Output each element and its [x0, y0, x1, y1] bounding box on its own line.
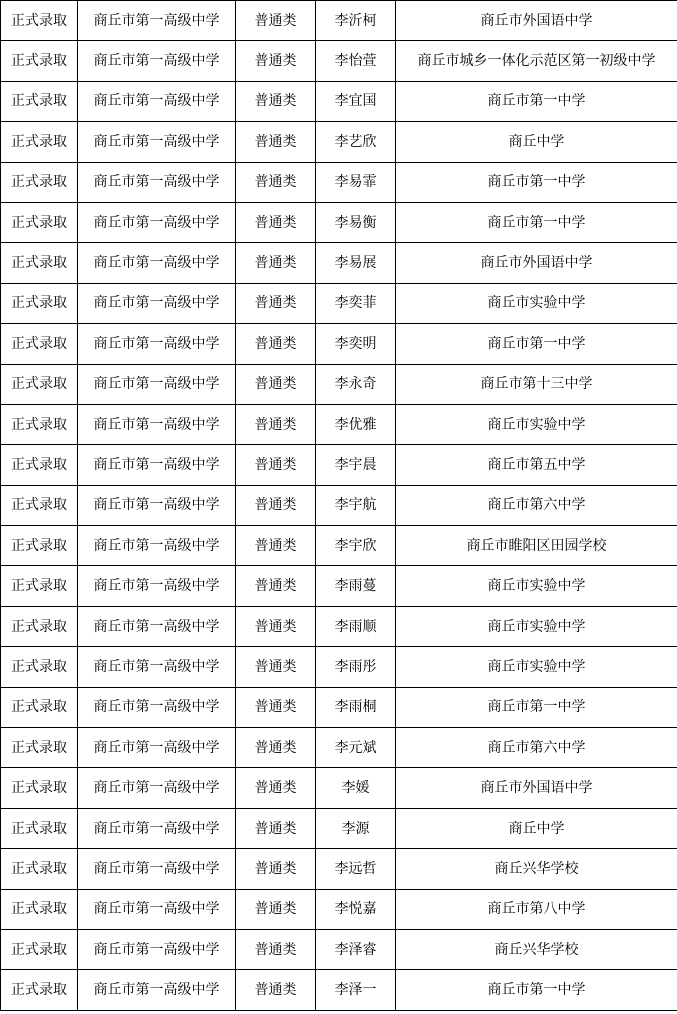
graduated-school-cell: 商丘市第一中学 [396, 202, 677, 242]
category-cell: 普通类 [236, 364, 316, 404]
category-cell: 普通类 [236, 606, 316, 646]
table-row [1, 566, 677, 606]
student-name-cell: 李媛 [316, 768, 396, 808]
student-name-cell: 李沂柯 [316, 1, 396, 41]
status-cell: 正式录取 [1, 81, 78, 121]
graduated-school-cell: 商丘市第一中学 [396, 162, 677, 202]
admitting-school-cell: 商丘市第一高级中学 [78, 283, 236, 323]
student-name-cell: 李源 [316, 808, 396, 848]
graduated-school-cell: 商丘市第一中学 [396, 324, 677, 364]
graduated-school-cell: 商丘市实验中学 [396, 404, 677, 444]
graduated-school-cell: 商丘市第五中学 [396, 445, 677, 485]
table-row [1, 41, 677, 81]
table-row [1, 728, 677, 768]
status-cell: 正式录取 [1, 243, 78, 283]
admitting-school-cell: 商丘市第一高级中学 [78, 970, 236, 1010]
graduated-school-cell: 商丘市实验中学 [396, 647, 677, 687]
student-name-cell: 李远哲 [316, 849, 396, 889]
graduated-school-cell: 商丘市外国语中学 [396, 243, 677, 283]
status-cell: 正式录取 [1, 202, 78, 242]
graduated-school-cell: 商丘中学 [396, 122, 677, 162]
admitting-school-cell: 商丘市第一高级中学 [78, 41, 236, 81]
student-name-cell: 李宇航 [316, 485, 396, 525]
admitting-school-cell: 商丘市第一高级中学 [78, 647, 236, 687]
table-row [1, 606, 677, 646]
student-name-cell: 李雨桐 [316, 687, 396, 727]
category-cell: 普通类 [236, 202, 316, 242]
table-row [1, 445, 677, 485]
category-cell: 普通类 [236, 404, 316, 444]
student-name-cell: 李宇欣 [316, 526, 396, 566]
student-name-cell: 李永奇 [316, 364, 396, 404]
status-cell: 正式录取 [1, 283, 78, 323]
category-cell: 普通类 [236, 41, 316, 81]
graduated-school-cell: 商丘市城乡一体化示范区第一初级中学 [396, 41, 677, 81]
category-cell: 普通类 [236, 122, 316, 162]
graduated-school-cell: 商丘市第六中学 [396, 485, 677, 525]
table-row [1, 647, 677, 687]
category-cell: 普通类 [236, 929, 316, 969]
status-cell: 正式录取 [1, 404, 78, 444]
graduated-school-cell: 商丘市外国语中学 [396, 1, 677, 41]
graduated-school-cell: 商丘市实验中学 [396, 283, 677, 323]
student-name-cell: 李雨顺 [316, 606, 396, 646]
status-cell: 正式录取 [1, 485, 78, 525]
category-cell: 普通类 [236, 485, 316, 525]
status-cell: 正式录取 [1, 526, 78, 566]
category-cell: 普通类 [236, 81, 316, 121]
category-cell: 普通类 [236, 162, 316, 202]
graduated-school-cell: 商丘市第八中学 [396, 889, 677, 929]
graduated-school-cell: 商丘市第六中学 [396, 728, 677, 768]
status-cell: 正式录取 [1, 41, 78, 81]
admitting-school-cell: 商丘市第一高级中学 [78, 404, 236, 444]
student-name-cell: 李优雅 [316, 404, 396, 444]
table-row [1, 970, 677, 1010]
student-name-cell: 李雨蔓 [316, 566, 396, 606]
status-cell: 正式录取 [1, 364, 78, 404]
table-row [1, 485, 677, 525]
graduated-school-cell: 商丘中学 [396, 808, 677, 848]
table-row [1, 162, 677, 202]
category-cell: 普通类 [236, 647, 316, 687]
category-cell: 普通类 [236, 687, 316, 727]
student-name-cell: 李宇晨 [316, 445, 396, 485]
category-cell: 普通类 [236, 445, 316, 485]
table-row [1, 849, 677, 889]
admitting-school-cell: 商丘市第一高级中学 [78, 243, 236, 283]
student-name-cell: 李元斌 [316, 728, 396, 768]
status-cell: 正式录取 [1, 445, 78, 485]
admitting-school-cell: 商丘市第一高级中学 [78, 849, 236, 889]
graduated-school-cell: 商丘兴华学校 [396, 929, 677, 969]
student-name-cell: 李雨彤 [316, 647, 396, 687]
status-cell: 正式录取 [1, 768, 78, 808]
graduated-school-cell: 商丘市外国语中学 [396, 768, 677, 808]
category-cell: 普通类 [236, 1, 316, 41]
status-cell: 正式录取 [1, 849, 78, 889]
table-row [1, 768, 677, 808]
graduated-school-cell: 商丘市睢阳区田园学校 [396, 526, 677, 566]
table-row [1, 202, 677, 242]
status-cell: 正式录取 [1, 122, 78, 162]
student-name-cell: 李悦嘉 [316, 889, 396, 929]
status-cell: 正式录取 [1, 889, 78, 929]
graduated-school-cell: 商丘市第一中学 [396, 970, 677, 1010]
admitting-school-cell: 商丘市第一高级中学 [78, 202, 236, 242]
admitting-school-cell: 商丘市第一高级中学 [78, 687, 236, 727]
table-row [1, 81, 677, 121]
category-cell: 普通类 [236, 768, 316, 808]
student-name-cell: 李易衡 [316, 202, 396, 242]
admitting-school-cell: 商丘市第一高级中学 [78, 889, 236, 929]
status-cell: 正式录取 [1, 324, 78, 364]
admitting-school-cell: 商丘市第一高级中学 [78, 1, 236, 41]
graduated-school-cell: 商丘市第一中学 [396, 687, 677, 727]
status-cell: 正式录取 [1, 606, 78, 646]
table-row [1, 526, 677, 566]
table-row [1, 122, 677, 162]
table-row [1, 687, 677, 727]
admitting-school-cell: 商丘市第一高级中学 [78, 526, 236, 566]
status-cell: 正式录取 [1, 162, 78, 202]
status-cell: 正式录取 [1, 970, 78, 1010]
admitting-school-cell: 商丘市第一高级中学 [78, 606, 236, 646]
category-cell: 普通类 [236, 970, 316, 1010]
table-row [1, 364, 677, 404]
student-name-cell: 李艺欣 [316, 122, 396, 162]
admitting-school-cell: 商丘市第一高级中学 [78, 445, 236, 485]
student-name-cell: 李宜国 [316, 81, 396, 121]
graduated-school-cell: 商丘市实验中学 [396, 606, 677, 646]
table-row [1, 808, 677, 848]
status-cell: 正式录取 [1, 929, 78, 969]
status-cell: 正式录取 [1, 566, 78, 606]
category-cell: 普通类 [236, 283, 316, 323]
admitting-school-cell: 商丘市第一高级中学 [78, 81, 236, 121]
table-row [1, 889, 677, 929]
admitting-school-cell: 商丘市第一高级中学 [78, 768, 236, 808]
admitting-school-cell: 商丘市第一高级中学 [78, 485, 236, 525]
graduated-school-cell: 商丘市第十三中学 [396, 364, 677, 404]
category-cell: 普通类 [236, 808, 316, 848]
student-name-cell: 李奕明 [316, 324, 396, 364]
student-name-cell: 李怡萱 [316, 41, 396, 81]
student-name-cell: 李奕菲 [316, 283, 396, 323]
admitting-school-cell: 商丘市第一高级中学 [78, 929, 236, 969]
admitting-school-cell: 商丘市第一高级中学 [78, 122, 236, 162]
table-body [1, 1, 677, 1011]
table-row [1, 1, 677, 41]
graduated-school-cell: 商丘市实验中学 [396, 566, 677, 606]
category-cell: 普通类 [236, 889, 316, 929]
status-cell: 正式录取 [1, 1, 78, 41]
table-row [1, 324, 677, 364]
table-row [1, 404, 677, 444]
status-cell: 正式录取 [1, 687, 78, 727]
status-cell: 正式录取 [1, 728, 78, 768]
student-name-cell: 李易霏 [316, 162, 396, 202]
admitting-school-cell: 商丘市第一高级中学 [78, 364, 236, 404]
table-row [1, 929, 677, 969]
graduated-school-cell: 商丘市第一中学 [396, 81, 677, 121]
student-name-cell: 李泽睿 [316, 929, 396, 969]
category-cell: 普通类 [236, 566, 316, 606]
category-cell: 普通类 [236, 728, 316, 768]
category-cell: 普通类 [236, 324, 316, 364]
admitting-school-cell: 商丘市第一高级中学 [78, 566, 236, 606]
admitting-school-cell: 商丘市第一高级中学 [78, 324, 236, 364]
student-name-cell: 李泽一 [316, 970, 396, 1010]
category-cell: 普通类 [236, 243, 316, 283]
admitting-school-cell: 商丘市第一高级中学 [78, 162, 236, 202]
table-row [1, 243, 677, 283]
admitting-school-cell: 商丘市第一高级中学 [78, 808, 236, 848]
status-cell: 正式录取 [1, 647, 78, 687]
admitting-school-cell: 商丘市第一高级中学 [78, 728, 236, 768]
status-cell: 正式录取 [1, 808, 78, 848]
table-row [1, 283, 677, 323]
category-cell: 普通类 [236, 849, 316, 889]
graduated-school-cell: 商丘兴华学校 [396, 849, 677, 889]
category-cell: 普通类 [236, 526, 316, 566]
student-name-cell: 李易展 [316, 243, 396, 283]
